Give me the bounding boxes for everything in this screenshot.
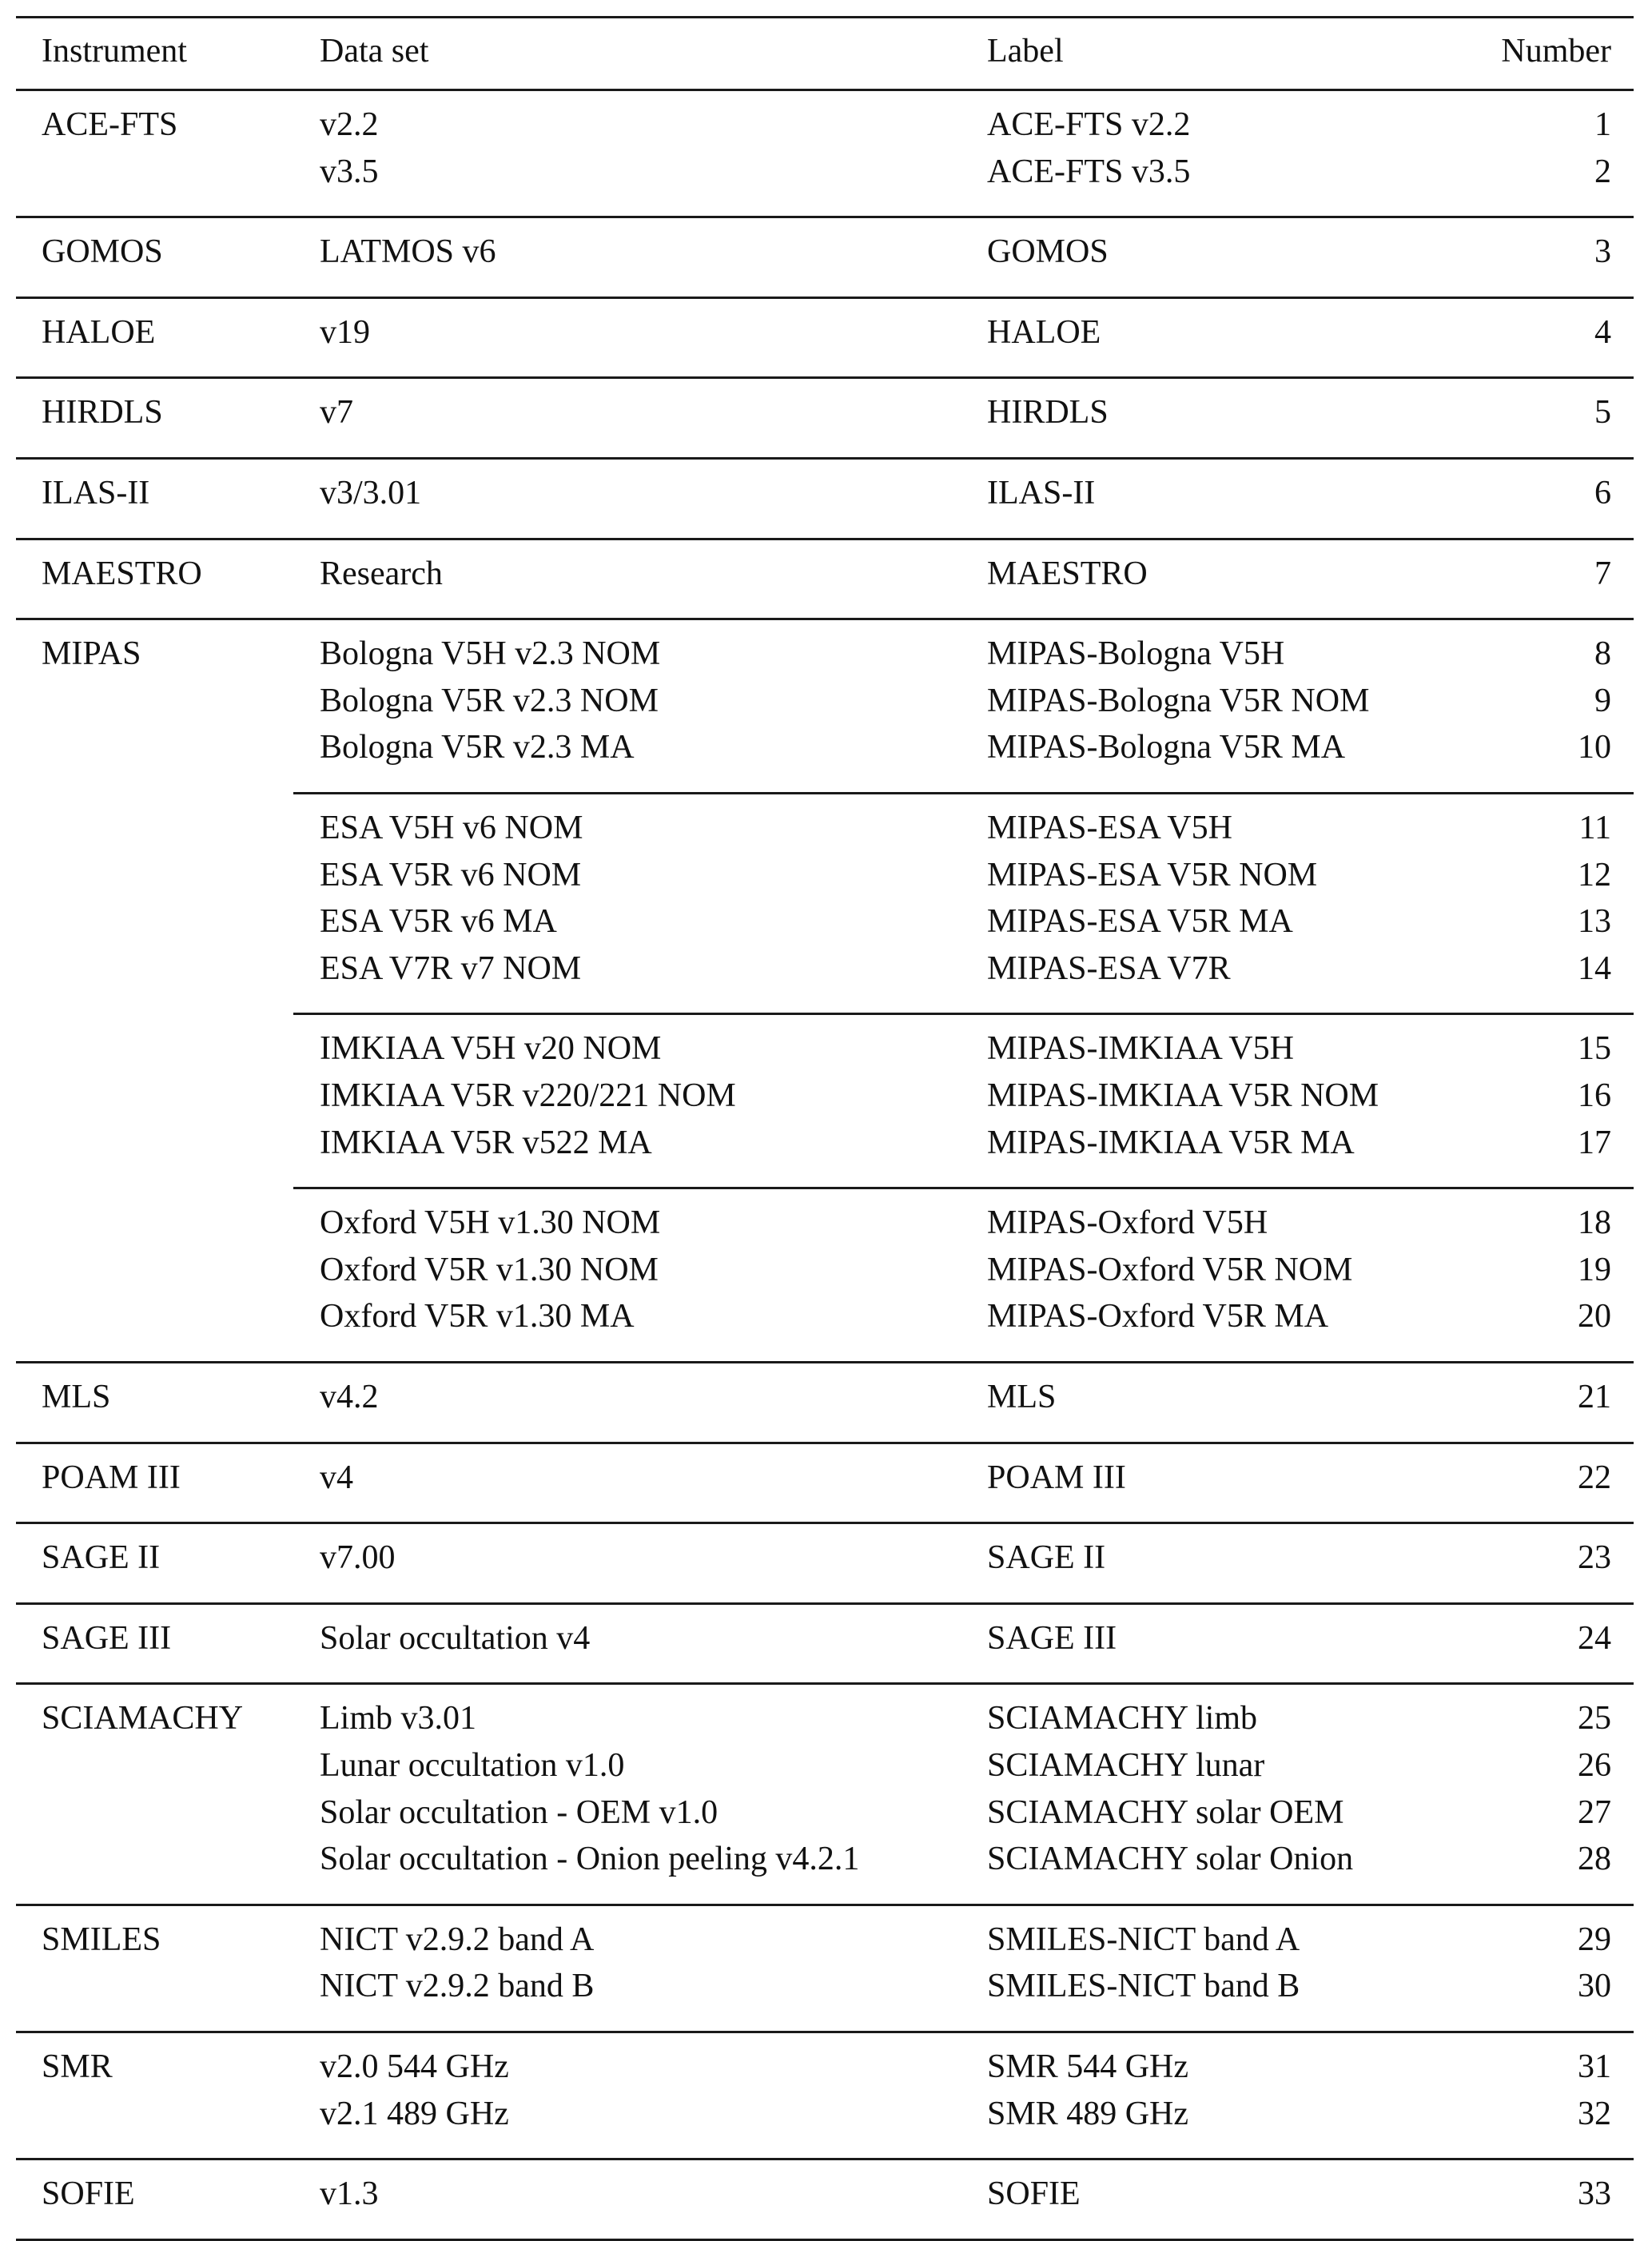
cell-instrument: SMILES: [42, 1921, 161, 1958]
cell-label: POAM III: [987, 1459, 1126, 1496]
group-rule: [16, 1361, 1634, 1363]
cell-label: MIPAS-ESA V7R: [987, 950, 1231, 987]
cell-label: MIPAS-ESA V5H: [987, 810, 1232, 846]
cell-label: MIPAS-IMKIAA V5H: [987, 1030, 1294, 1067]
cell-label: MIPAS-Oxford V5H: [987, 1204, 1268, 1241]
cell-number: 3: [1594, 233, 1611, 270]
cell-label: MIPAS-ESA V5R MA: [987, 903, 1293, 940]
cell-number: 8: [1594, 635, 1611, 672]
header-label: Label: [987, 33, 1064, 70]
cell-number: 7: [1594, 555, 1611, 592]
cell-number: 11: [1578, 810, 1611, 846]
cell-instrument: SAGE II: [42, 1539, 161, 1576]
group-rule: [16, 216, 1634, 218]
header-data-set: Data set: [320, 33, 429, 70]
cell-label: SMILES-NICT band B: [987, 1968, 1300, 2004]
cell-number: 14: [1578, 950, 1611, 987]
cell-instrument: ILAS-II: [42, 475, 150, 511]
table-top-rule: [16, 16, 1634, 18]
cell-data-set: v2.2: [320, 106, 379, 143]
cell-instrument: MIPAS: [42, 635, 141, 672]
cell-data-set: Research: [320, 555, 443, 592]
cell-data-set: v1.3: [320, 2175, 379, 2212]
cell-instrument: GOMOS: [42, 233, 163, 270]
subgroup-rule: [293, 792, 1634, 794]
cell-data-set: v4: [320, 1459, 353, 1496]
cell-data-set: ESA V5H v6 NOM: [320, 810, 583, 846]
cell-data-set: Bologna V5R v2.3 NOM: [320, 683, 659, 719]
cell-instrument: MLS: [42, 1379, 111, 1415]
cell-number: 13: [1578, 903, 1611, 940]
cell-number: 16: [1578, 1077, 1611, 1114]
cell-label: MAESTRO: [987, 555, 1148, 592]
cell-data-set: ESA V5R v6 NOM: [320, 857, 582, 894]
cell-label: MLS: [987, 1379, 1057, 1415]
group-rule: [16, 1682, 1634, 1685]
cell-data-set: v2.0 544 GHz: [320, 2048, 509, 2085]
cell-label: ACE-FTS v2.2: [987, 106, 1191, 143]
cell-data-set: Bologna V5R v2.3 MA: [320, 729, 635, 766]
cell-data-set: Lunar occultation v1.0: [320, 1747, 625, 1784]
cell-instrument: HALOE: [42, 314, 156, 351]
cell-instrument: SOFIE: [42, 2175, 135, 2212]
cell-number: 15: [1578, 1030, 1611, 1067]
group-rule: [16, 1522, 1634, 1524]
cell-number: 30: [1578, 1968, 1611, 2004]
cell-label: MIPAS-Bologna V5H: [987, 635, 1285, 672]
cell-data-set: IMKIAA V5R v220/221 NOM: [320, 1077, 736, 1114]
cell-number: 19: [1578, 1252, 1611, 1288]
cell-instrument: SMR: [42, 2048, 113, 2085]
cell-number: 21: [1578, 1379, 1611, 1415]
cell-data-set: IMKIAA V5R v522 MA: [320, 1124, 652, 1161]
cell-data-set: Bologna V5H v2.3 NOM: [320, 635, 661, 672]
cell-instrument: ACE-FTS: [42, 106, 178, 143]
header-number: Number: [1501, 33, 1611, 70]
group-rule: [16, 1442, 1634, 1444]
cell-data-set: v2.1 489 GHz: [320, 2096, 509, 2132]
cell-label: SAGE II: [987, 1539, 1106, 1576]
group-rule: [16, 297, 1634, 299]
cell-data-set: Solar occultation - Onion peeling v4.2.1: [320, 1841, 860, 1877]
cell-label: SMR 544 GHz: [987, 2048, 1189, 2085]
cell-number: 22: [1578, 1459, 1611, 1496]
cell-number: 23: [1578, 1539, 1611, 1576]
cell-data-set: v3/3.01: [320, 475, 422, 511]
group-rule: [16, 618, 1634, 620]
cell-number: 6: [1594, 475, 1611, 511]
cell-label: ILAS-II: [987, 475, 1096, 511]
cell-label: MIPAS-IMKIAA V5R NOM: [987, 1077, 1379, 1114]
group-rule: [16, 1904, 1634, 1906]
cell-instrument: HIRDLS: [42, 394, 163, 431]
group-rule: [16, 457, 1634, 460]
cell-data-set: IMKIAA V5H v20 NOM: [320, 1030, 662, 1067]
cell-data-set: Oxford V5H v1.30 NOM: [320, 1204, 661, 1241]
cell-instrument: POAM III: [42, 1459, 181, 1496]
cell-label: SCIAMACHY solar OEM: [987, 1794, 1344, 1831]
cell-data-set: v7.00: [320, 1539, 396, 1576]
cell-label: HIRDLS: [987, 394, 1109, 431]
cell-data-set: LATMOS v6: [320, 233, 496, 270]
cell-label: SCIAMACHY solar Onion: [987, 1841, 1354, 1877]
cell-number: 20: [1578, 1298, 1611, 1335]
cell-data-set: ESA V7R v7 NOM: [320, 950, 582, 987]
cell-data-set: ESA V5R v6 MA: [320, 903, 557, 940]
cell-number: 24: [1578, 1620, 1611, 1657]
header-rule: [16, 89, 1634, 91]
cell-data-set: v7: [320, 394, 353, 431]
cell-label: MIPAS-Bologna V5R NOM: [987, 683, 1370, 719]
cell-data-set: Limb v3.01: [320, 1700, 476, 1737]
cell-number: 32: [1578, 2096, 1611, 2132]
group-rule: [16, 376, 1634, 379]
cell-label: SOFIE: [987, 2175, 1081, 2212]
subgroup-rule: [293, 1187, 1634, 1189]
cell-instrument: SAGE III: [42, 1620, 172, 1657]
cell-number: 29: [1578, 1921, 1611, 1958]
cell-number: 5: [1594, 394, 1611, 431]
cell-label: MIPAS-Bologna V5R MA: [987, 729, 1346, 766]
cell-data-set: NICT v2.9.2 band B: [320, 1968, 595, 2004]
cell-label: SMILES-NICT band A: [987, 1921, 1300, 1958]
cell-data-set: Oxford V5R v1.30 NOM: [320, 1252, 659, 1288]
cell-number: 2: [1594, 153, 1611, 190]
cell-label: HALOE: [987, 314, 1101, 351]
cell-label: GOMOS: [987, 233, 1109, 270]
group-rule: [16, 538, 1634, 540]
cell-data-set: Oxford V5R v1.30 MA: [320, 1298, 635, 1335]
cell-number: 28: [1578, 1841, 1611, 1877]
cell-label: MIPAS-IMKIAA V5R MA: [987, 1124, 1355, 1161]
cell-label: MIPAS-Oxford V5R MA: [987, 1298, 1329, 1335]
cell-number: 33: [1578, 2175, 1611, 2212]
subgroup-rule: [293, 1013, 1634, 1015]
group-rule: [16, 2031, 1634, 2033]
header-instrument: Instrument: [42, 33, 187, 70]
group-rule: [16, 2158, 1634, 2160]
cell-number: 18: [1578, 1204, 1611, 1241]
cell-label: SCIAMACHY limb: [987, 1700, 1257, 1737]
cell-label: SMR 489 GHz: [987, 2096, 1189, 2132]
cell-number: 12: [1578, 857, 1611, 894]
cell-label: SCIAMACHY lunar: [987, 1747, 1265, 1784]
cell-data-set: Solar occultation - OEM v1.0: [320, 1794, 719, 1831]
cell-number: 25: [1578, 1700, 1611, 1737]
cell-number: 26: [1578, 1747, 1611, 1784]
cell-number: 31: [1578, 2048, 1611, 2085]
cell-instrument: MAESTRO: [42, 555, 202, 592]
cell-number: 27: [1578, 1794, 1611, 1831]
cell-number: 1: [1594, 106, 1611, 143]
cell-label: MIPAS-Oxford V5R NOM: [987, 1252, 1353, 1288]
cell-number: 4: [1594, 314, 1611, 351]
cell-data-set: Solar occultation v4: [320, 1620, 591, 1657]
cell-data-set: NICT v2.9.2 band A: [320, 1921, 595, 1958]
cell-instrument: SCIAMACHY: [42, 1700, 244, 1737]
cell-number: 9: [1594, 683, 1611, 719]
cell-data-set: v3.5: [320, 153, 379, 190]
cell-data-set: v4.2: [320, 1379, 379, 1415]
cell-label: MIPAS-ESA V5R NOM: [987, 857, 1318, 894]
group-rule: [16, 1602, 1634, 1605]
cell-data-set: v19: [320, 314, 370, 351]
cell-number: 17: [1578, 1124, 1611, 1161]
cell-label: ACE-FTS v3.5: [987, 153, 1191, 190]
cell-label: SAGE III: [987, 1620, 1117, 1657]
cell-number: 10: [1578, 729, 1611, 766]
